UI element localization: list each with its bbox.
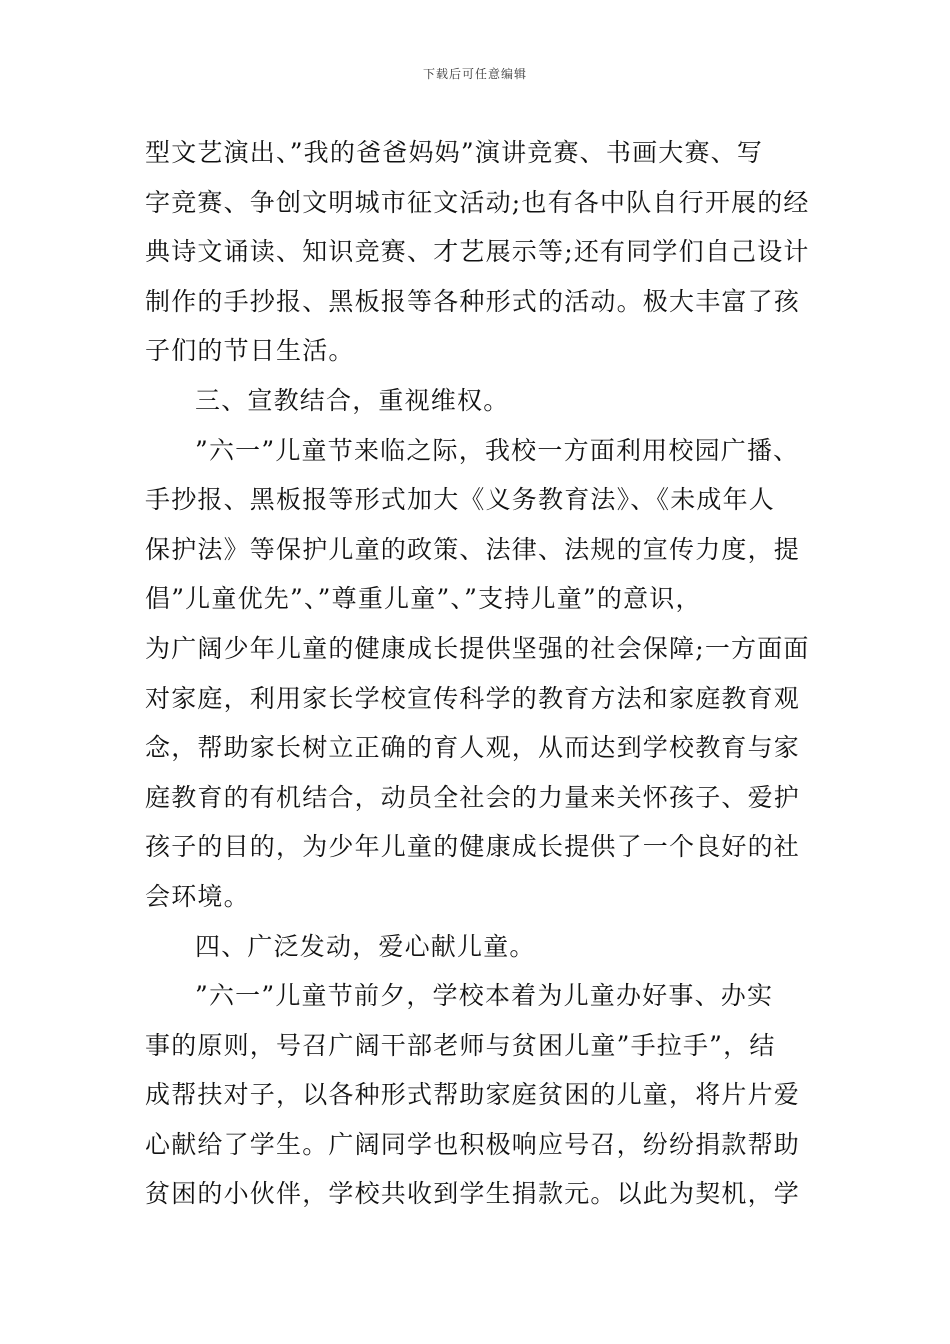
paragraph-start: ”六一”儿童节前夕，学校本着为儿童办好事、办实 xyxy=(195,981,774,1011)
text-line: 庭教育的有机结合，动员全社会的力量来关怀孩子、爱护 xyxy=(145,782,801,812)
text-line: 为广阔少年儿童的健康成长提供坚强的社会保障;一方面面 xyxy=(145,633,810,663)
page-header: 下载后可任意编辑 xyxy=(422,67,527,81)
text-line: 制作的手抄报、黑板报等各种形式的活动。极大丰富了孩 xyxy=(145,286,801,316)
text-line: 手抄报、黑板报等形式加大《义务教育法》、《未成年人 xyxy=(145,485,776,515)
text-line: 倡”儿童优先”、”尊重儿童”、”支持儿童”的意识， xyxy=(145,584,702,614)
text-line: 念，帮助家长树立正确的育人观，从而达到学校教育与家 xyxy=(145,733,801,763)
text-line: 对家庭，利用家长学校宣传科学的教育方法和家庭教育观 xyxy=(145,683,801,713)
text-line: 会环境。 xyxy=(145,881,250,911)
text-line: 子们的节日生活。 xyxy=(145,336,355,366)
text-line: 心献给了学生。广阔同学也积极响应号召，纷纷捐款帮助 xyxy=(145,1129,801,1159)
text-line: 典诗文诵读、知识竞赛、才艺展示等;还有同学们自己设计 xyxy=(145,237,810,267)
text-line: 字竞赛、争创文明城市征文活动;也有各中队自行开展的经 xyxy=(145,187,810,217)
text-line: 孩子的目的，为少年儿童的健康成长提供了一个良好的社 xyxy=(145,832,801,862)
text-line: 型文艺演出、”我的爸爸妈妈”演讲竞赛、书画大赛、写 xyxy=(145,138,764,167)
text-line: 事的原则，号召广阔干部老师与贫困儿童”手拉手”，结 xyxy=(145,1030,776,1060)
text-line: 保护法》等保护儿童的政策、法律、法规的宣传力度，提 xyxy=(145,534,801,564)
section-heading: 三、宣教结合，重视维权。 xyxy=(195,385,510,415)
text-line: 成帮扶对子，以各种形式帮助家庭贫困的儿童，将片片爱 xyxy=(145,1080,801,1110)
text-line: 贫困的小伙伴，学校共收到学生捐款元。以此为契机，学 xyxy=(145,1179,801,1209)
paragraph-start: ”六一”儿童节来临之际，我校一方面利用校园广播、 xyxy=(195,435,800,465)
section-heading: 四、广泛发动，爱心献儿童。 xyxy=(195,931,536,961)
document-body xyxy=(145,128,825,1219)
